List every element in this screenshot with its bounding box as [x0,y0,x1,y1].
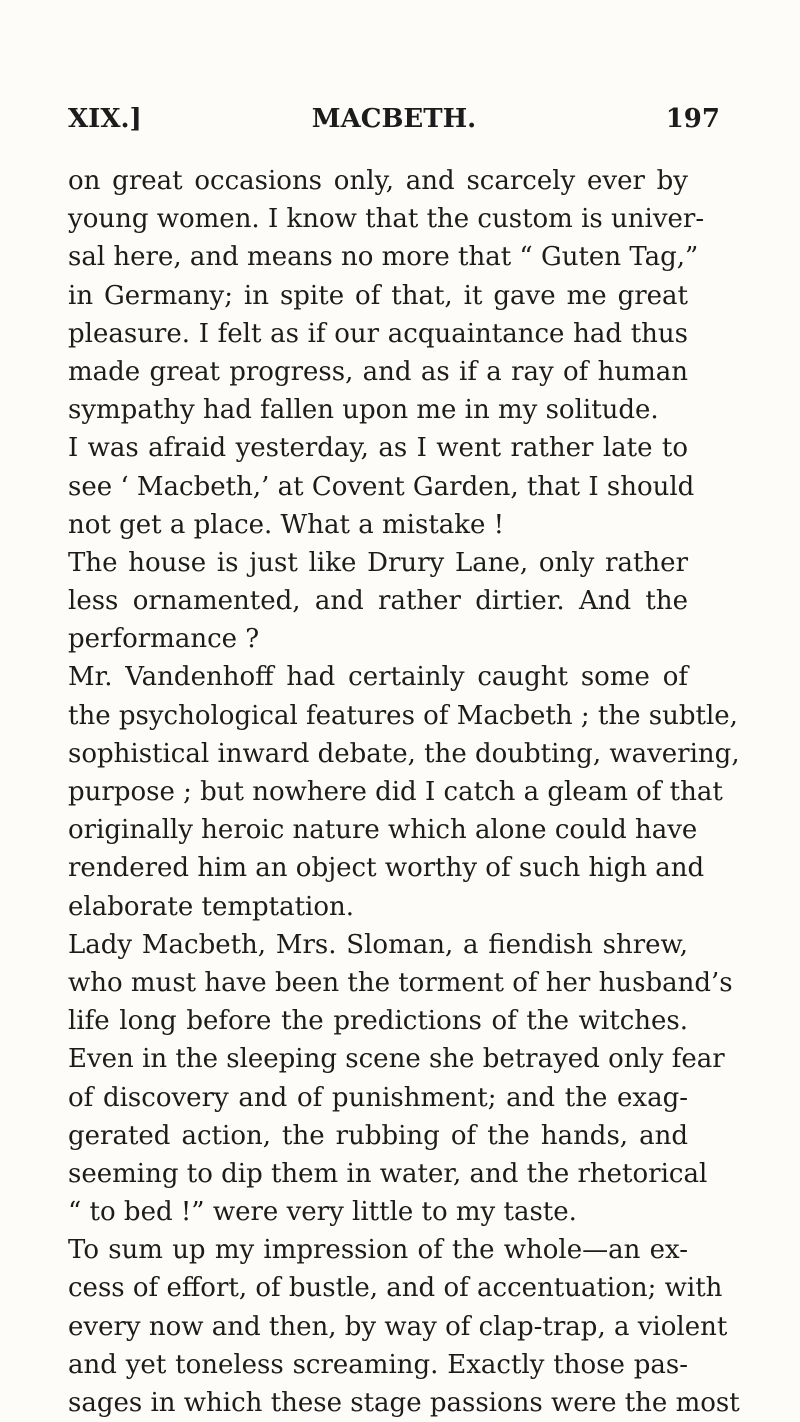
text-line: I was afraid yesterday, as I went rather late to [68,433,688,464]
text-line: see ‘ Macbeth,’ at Covent Garden, that I should [68,471,695,502]
text-line: sages in which these stage passions were the most [68,1388,740,1418]
text-line: gerated action, the rubbing of the hands, and [68,1120,688,1151]
text-line: Lady Macbeth, Mrs. Sloman, a fiendish shrew, [68,929,688,960]
text-line: life long before the predictions of the witches. [68,1006,688,1037]
text-line: who must have been the torment of her husband’s [68,967,733,998]
text-line: rendered him an object worthy of such high and [68,853,705,884]
text-line: cess of effort, of bustle, and of accentuation; with [68,1273,723,1304]
text-line: seeming to dip them in water, and the rhetorical [68,1158,708,1189]
text-line: elaborate temptation. [68,891,355,922]
text-line: less ornamented, and rather dirtier. And the [68,586,688,617]
text-line: To sum up my impression of the whole—an ex- [68,1235,688,1266]
running-title: MACBETH. [311,104,477,134]
text-line: every now and then, by way of clap-trap, a violent [68,1311,728,1342]
text-line: and yet toneless screaming. Exactly those pas- [68,1349,688,1380]
text-line: originally heroic nature which alone could have [68,815,698,846]
text-line: in Germany; in spite of that, it gave me great [68,280,688,311]
text-line: not get a place. What a mistake ! [68,509,505,540]
text-line: Even in the sleeping scene she betrayed only fear [68,1044,725,1075]
text-line: “ to bed !” were very little to my taste. [68,1197,577,1228]
text-line: sympathy had fallen upon me in my solitude. [68,395,659,426]
text-line: the psychological features of Macbeth ; the subtle, [68,700,738,731]
text-line: sophistical inward debate, the doubting, wavering, [68,738,740,769]
text-line: performance ? [68,624,260,655]
text-line: The house is just like Drury Lane, only rather [68,547,688,578]
page-number: 197 [665,104,720,134]
chapter-number: XIX.] [68,104,142,134]
running-header [68,104,720,144]
text-line: on great occasions only, and scarcely ever by [68,166,688,196]
text-line: pleasure. I felt as if our acquaintance had thus [68,318,688,349]
text-line: of discovery and of punishment; and the exag- [68,1082,688,1113]
text-line: purpose ; but nowhere did I catch a gleam of that [68,777,723,807]
text-line: Mr. Vandenhoff had certainly caught some of [68,662,688,693]
text-line: made great progress, and as if a ray of human [68,356,688,387]
body-text [68,162,740,1422]
text-line: sal here, and means no more that “ Guten Tag,” [68,242,699,273]
text-line: young women. I know that the custom is univer- [68,204,705,235]
